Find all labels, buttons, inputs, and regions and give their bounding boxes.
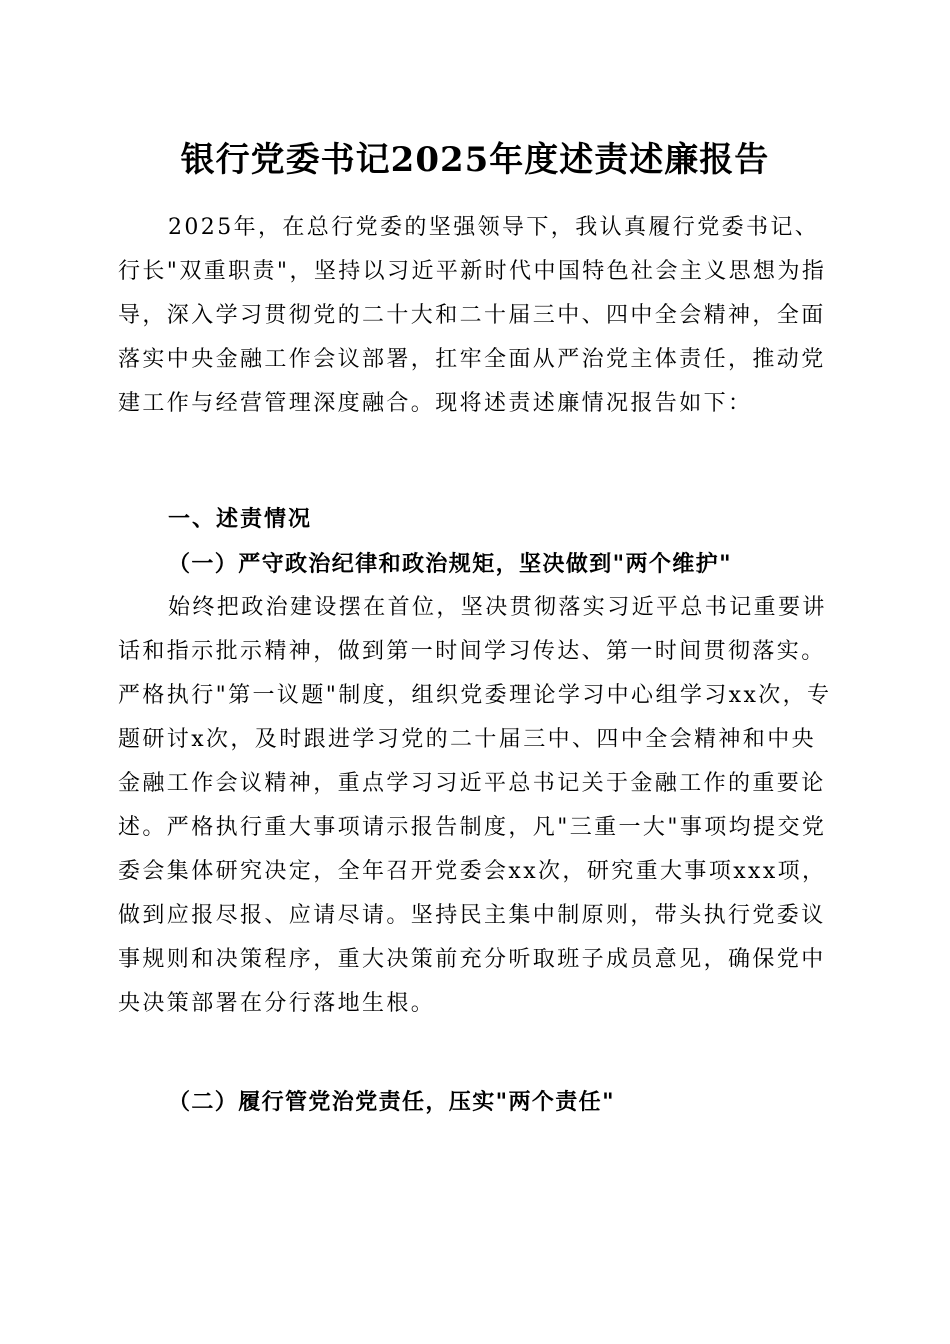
subsection-heading-party-governance: （二）履行管党治党责任，压实"两个责任" <box>168 1089 615 1115</box>
intro-paragraph: 2025年，在总行党委的坚强领导下，我认真履行党委书记、行长"双重职责"，坚持以习近平新时代中国特色社会主义思想为指导，深入学习贯彻党的二十大和二十届三中、四中全会精神，全面落实中央金融工作会议部署，扛牢全面从严治党主体责任，推动党建工作与经营管理深度融合。现将述责述廉情况报告如下： <box>118 215 827 416</box>
political-discipline-paragraph: 始终把政治建设摆在首位，坚决贯彻落实习近平总书记重要讲话和指示批示精神，做到第一时间学习传达、第一时间贯彻落实。严格执行"第一议题"制度，组织党委理论学习中心组学习xx次，专题研讨x次，及时跟进学习党的二十届三中、四中全会精神和中央金融工作会议精神，重点学习习近平总书记关于金融工作的重要论述。严格执行重大事项请示报告制度，凡"三重一大"事项均提交党委会集体研究决定，全年召开党委会xx次，研究重大事项xxx项，做到应报尽报、应请尽请。坚持民主集中制原则，带头执行党委议事规则和决策程序，重大决策前充分听取班子成员意见，确保党中央决策部署在分行落地生根。 <box>118 595 832 1016</box>
section-heading-duty: 一、述责情况 <box>168 507 313 532</box>
subsection-heading-political-discipline: （一）严守政治纪律和政治规矩，坚决做到"两个维护" <box>168 551 732 577</box>
document-title: 银行党委书记2025年度述责述廉报告 <box>180 140 770 180</box>
